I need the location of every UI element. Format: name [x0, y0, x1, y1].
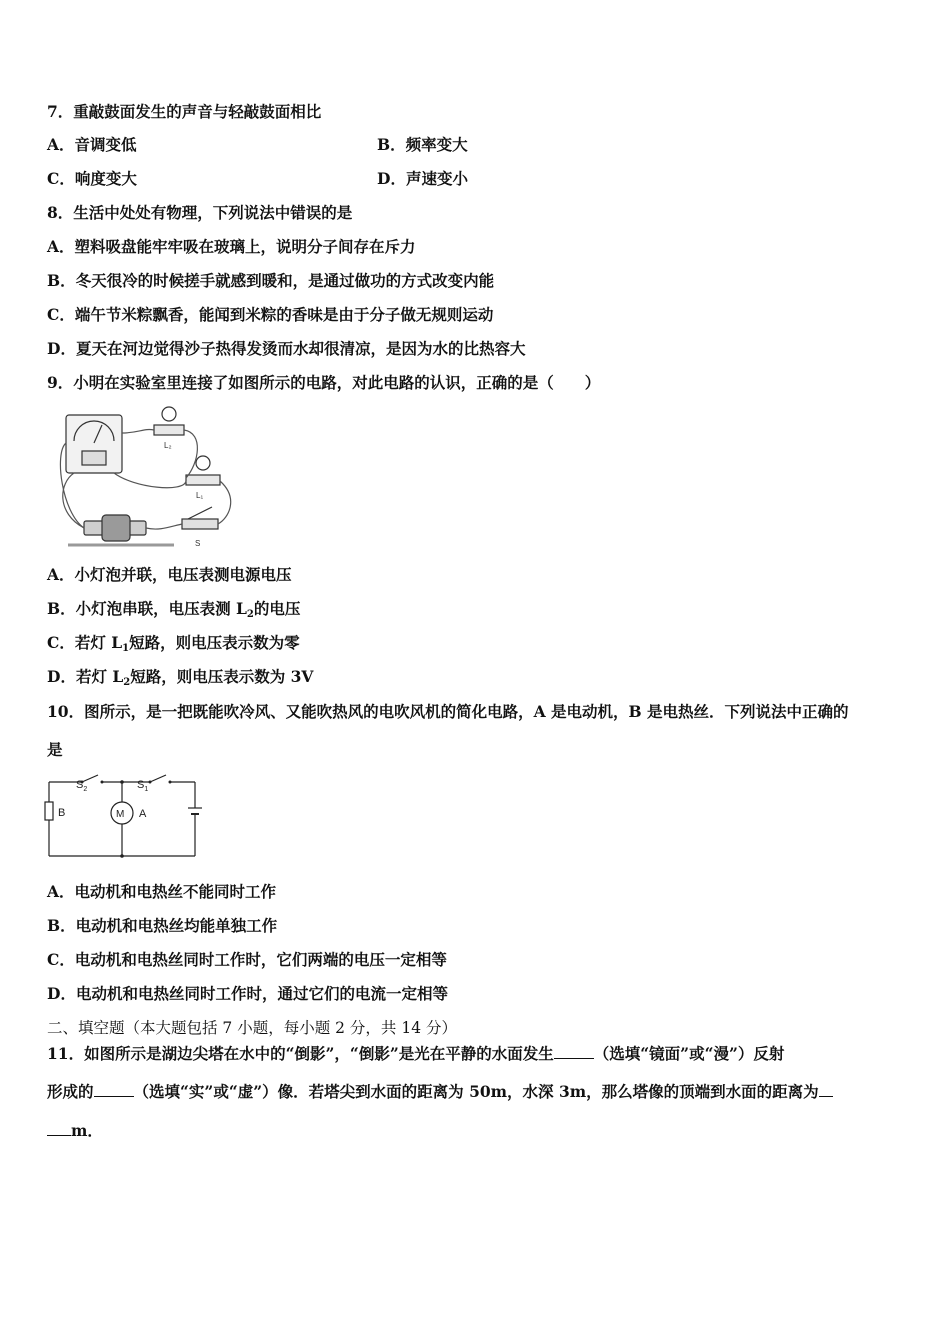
- q11-text-5: m．: [71, 1121, 103, 1140]
- q9-option-c-sub: 1: [122, 643, 130, 654]
- q7-stem: 7．重敲鼓面发生的声音与轻敲鼓面相比: [47, 102, 322, 121]
- q10-label-m: M: [116, 809, 125, 820]
- lamp-l2-icon: [154, 425, 184, 435]
- q11-blank-1[interactable]: [554, 1044, 594, 1059]
- q10-label-s2: S: [76, 779, 84, 791]
- q9-option-b: [47, 598, 910, 626]
- q10-stem-line2: 是: [47, 740, 63, 759]
- q8-stem: 8．生活中处处有物理，下列说法中错误的是: [47, 203, 353, 222]
- q9-option-d: [47, 666, 910, 694]
- q10-option-b: B．电动机和电热丝均能单独工作: [47, 916, 278, 935]
- q11-text-1: 11．如图所示是湖边尖塔在水中的“倒影”，“倒影”是光在平静的水面发生: [47, 1044, 554, 1063]
- q10-stem-line1: 10．图所示，是一把既能吹冷风、又能吹热风的电吹风机的简化电路，A 是电动机，B 是电热丝．下列说法中正确的: [47, 702, 849, 721]
- q10-label-a: A: [139, 808, 147, 820]
- q9-circuit-figure: [54, 403, 239, 553]
- q9-option-d-sub: 2: [123, 677, 131, 688]
- q8-option-a: A．塑料吸盘能牢牢吸在玻璃上，说明分子间存在斥力: [47, 237, 416, 256]
- q9-option-c-text: C．若灯 L: [47, 633, 123, 652]
- q10-label-s2-sub: 2: [83, 786, 88, 793]
- q11-line2: [47, 1081, 910, 1103]
- q11-text-4: （选填“实”或“虚”）像．若塔尖到水面的距离为 50m，水深 3m，那么塔像的顶端到水面的距离为: [133, 1082, 819, 1101]
- q9-stem: 9．小明在实验室里连接了如图所示的电路，对此电路的认识，正确的是（ ）: [47, 373, 601, 392]
- q11-text-3: 形成的: [47, 1082, 94, 1101]
- q9-option-c-tail: 短路，则电压表示数为零: [129, 633, 300, 652]
- q11-line3: [47, 1120, 910, 1142]
- q9-option-b-text: B．小灯泡串联，电压表测 L: [47, 599, 247, 618]
- q7-option-d: D．声速变小: [377, 169, 468, 188]
- q7-option-a: A．音调变低: [47, 135, 137, 154]
- q11-text-2: （选填“镜面”或“漫”）反射: [593, 1044, 785, 1063]
- q9-label-s: S: [195, 539, 201, 548]
- q11-blank-3-end[interactable]: [47, 1121, 71, 1136]
- switch-s-icon: [182, 519, 218, 529]
- q7-options-row2: [47, 168, 910, 190]
- q9-label-l2: L₂: [164, 441, 172, 450]
- q11-blank-2[interactable]: [94, 1082, 134, 1097]
- heater-b-icon: [45, 802, 53, 820]
- q9-option-b-sub: 2: [246, 609, 254, 620]
- section2-heading: 二、填空题（本大题包括 7 小题，每小题 2 分，共 14 分）: [47, 1019, 458, 1037]
- q7-option-c: C．响度变大: [47, 169, 137, 188]
- lamp-l1-icon: [186, 475, 220, 485]
- q9-option-b-tail: 的电压: [253, 599, 301, 618]
- q10-label-s1: S: [137, 779, 145, 791]
- q10-option-c: C．电动机和电热丝同时工作时，它们两端的电压一定相等: [47, 950, 447, 969]
- q8-option-d: D．夏天在河边觉得沙子热得发烫而水却很清凉，是因为水的比热容大: [47, 339, 526, 358]
- q10-option-d: D．电动机和电热丝同时工作时，通过它们的电流一定相等: [47, 984, 448, 1003]
- q7-options-row1: [47, 134, 910, 156]
- q10-option-a: A．电动机和电热丝不能同时工作: [47, 882, 277, 901]
- q9-option-d-tail: 短路，则电压表示数为 3V: [130, 667, 314, 686]
- q9-option-d-text: D．若灯 L: [47, 667, 124, 686]
- q10-circuit-figure: [42, 770, 207, 862]
- q8-option-c: C．端午节米粽飘香，能闻到米粽的香味是由于分子做无规则运动: [47, 305, 494, 324]
- q11-blank-3-start[interactable]: [819, 1082, 833, 1097]
- svg-text:S2: [76, 779, 87, 793]
- q9-option-c: [47, 632, 910, 660]
- q8-option-b: B．冬天很冷的时候搓手就感到暖和，是通过做功的方式改变内能: [47, 271, 495, 290]
- q10-label-s1-sub: 1: [144, 786, 149, 793]
- q11-line1: [47, 1043, 910, 1065]
- q9-label-l1: L₁: [196, 491, 204, 500]
- q7-option-b: B．频率变大: [377, 135, 468, 154]
- q9-option-a: A．小灯泡并联，电压表测电源电压: [47, 565, 292, 584]
- svg-text:S1: [137, 779, 148, 793]
- q10-label-b: B: [58, 807, 66, 819]
